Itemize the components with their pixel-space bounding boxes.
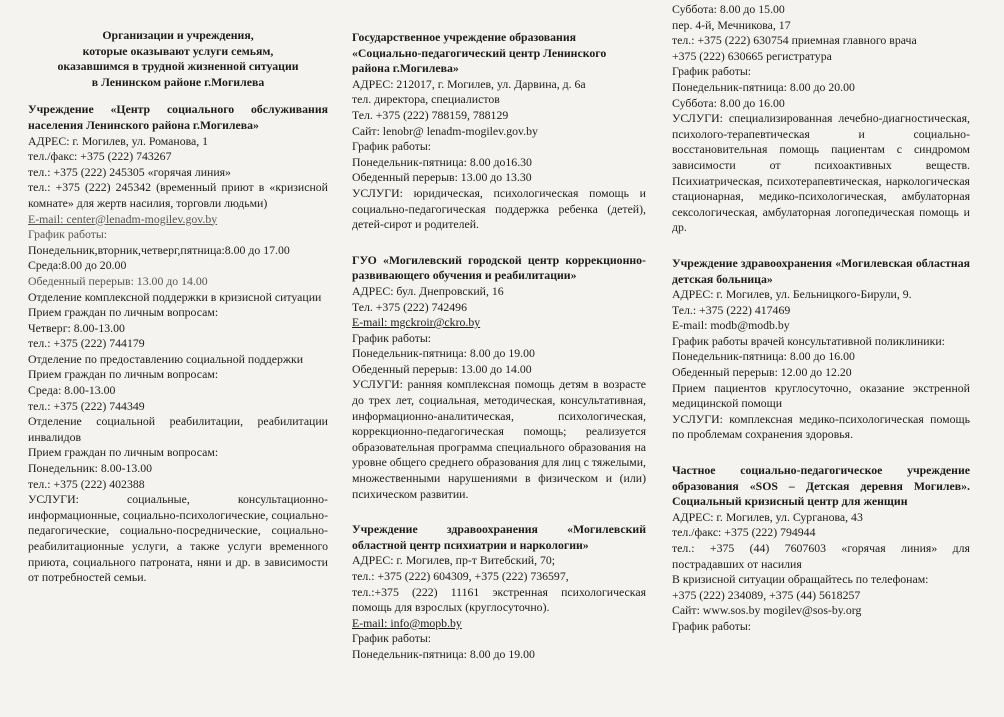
- department-name: Отделение социальной реабилитации, реабилитации инвалидов: [28, 414, 328, 444]
- email-link[interactable]: E-mail: info@mopb.by: [352, 615, 462, 630]
- phone-hotline: тел.: +375 (222) 245305 «горячая линия»: [28, 164, 231, 179]
- address: АДРЕС: г. Могилев, ул. Бельницкого-Бирули, 9.: [672, 287, 912, 302]
- schedule-weekdays: Понедельник-пятница: 8.00 до16.30: [352, 154, 532, 169]
- phone: тел.: +375 (222) 630754 приемная главного врача: [672, 33, 917, 48]
- address: АДРЕС: г. Могилев, ул. Сурганова, 43: [672, 509, 863, 524]
- reception-label: Прием граждан по личным вопросам:: [28, 367, 219, 382]
- address: АДРЕС: г. Могилев, ул. Романова, 1: [28, 133, 209, 148]
- contact-note: тел. директора, специалистов: [352, 92, 500, 107]
- website-link[interactable]: Сайт: www.sos.by mogilev@sos-by.org: [672, 603, 862, 618]
- lunch-break: Обеденный перерыв: 13.00 до 14.00: [352, 361, 532, 376]
- org-heading: Частное социально-педагогическое учреждение образования «SOS – Детская деревня Могилев». Социальный кризисный центр для женщин: [672, 463, 970, 509]
- address: АДРЕС: 212017, г. Могилев, ул. Дарвина, д. 6а: [352, 76, 586, 91]
- schedule-label: График работы:: [672, 64, 752, 79]
- schedule-saturday: Суббота: 8.00 до 15.00: [672, 2, 785, 16]
- title-line: в Ленинском районе г.Могилева: [91, 74, 265, 89]
- title-line: Организации и учреждения,: [102, 28, 254, 42]
- address: АДРЕС: бул. Днепровский, 16: [352, 283, 504, 298]
- phone-emergency: тел.:+375 (222) 11161 экстренная психологическая помощь для взрослых (круглосуточно).: [352, 584, 646, 615]
- schedule-weekdays: Понедельник-пятница: 8.00 до 19.00: [352, 346, 535, 361]
- leaflet-title: [28, 28, 328, 90]
- lunch-break: Обеденный перерыв: 13.00 до 14.00: [28, 273, 208, 288]
- email-link[interactable]: E-mail: center@lenadm-mogilev.gov.by: [28, 211, 218, 226]
- schedule-weekdays: Понедельник-пятница: 8.00 до 16.00: [672, 349, 855, 364]
- department-phone: тел.: +375 (222) 744179: [28, 336, 145, 351]
- department-name: Отделение по предоставлению социальной поддержки: [28, 351, 304, 366]
- title-line: оказавшимся в трудной жизненной ситуации: [57, 59, 299, 74]
- services-text: УСЛУГИ: юридическая, психологическая помощь и социально-педагогическая поддержка ребенка (детей), детей-сирот и родителей.: [352, 185, 646, 232]
- email[interactable]: E-mail: modb@modb.by: [672, 318, 790, 333]
- reception-time: Среда: 8.00-13.00: [28, 383, 116, 398]
- schedule-label: График работы:: [352, 631, 432, 646]
- schedule-label: График работы:: [352, 139, 432, 154]
- website: Сайт: lenobr@ lenadm-mogilev.gov.by: [352, 123, 538, 138]
- services-text: УСЛУГИ: комплексная медико-психологическая помощь по проблемам сохранения здоровья.: [672, 411, 970, 442]
- phone: Тел.: +375 (222) 417469: [672, 302, 791, 317]
- org-heading: Учреждение здравоохранения «Могилевский областной центр психиатрии и наркологии»: [352, 522, 646, 552]
- schedule-label: График работы врачей консультативной поликлиники:: [672, 333, 945, 348]
- schedule-weekdays: Понедельник,вторник,четверг,пятница:8.00 до 17.00: [28, 242, 290, 257]
- schedule-label: График работы:: [352, 330, 432, 345]
- phone: +375 (222) 234089, +375 (44) 5618257: [672, 587, 861, 602]
- reception-label: Прием граждан по личным вопросам:: [28, 305, 219, 320]
- reception-label: Прием граждан по личным вопросам:: [28, 445, 219, 460]
- column-3: [672, 2, 970, 635]
- schedule-weekdays: Понедельник-пятница: 8.00 до 20.00: [672, 79, 855, 94]
- crisis-note: В кризисной ситуации обращайтесь по телефонам:: [672, 572, 929, 587]
- address: АДРЕС: г. Могилев, пр-т Витебский, 70;: [352, 553, 556, 568]
- column-1: [28, 28, 328, 586]
- services-text: УСЛУГИ: ранняя комплексная помощь детям в возрасте до трех лет, социальная, методическая, консультативная, информационно-аналитическая, психологическая, коррекционно-педагогическая помощь; реализуется образовательная программа специального образования на уровне общего среднего образования для лиц с тяжелыми, множественными нарушениями в физическом и (или) психическом развитии.: [352, 377, 646, 501]
- schedule-weekdays: Понедельник-пятница: 8.00 до 19.00: [352, 646, 535, 661]
- org-heading: Учреждение здравоохранения «Могилевская областная детская больница»: [672, 255, 970, 286]
- org-heading: ГУО «Могилевский городской центр коррекционно-развивающего обучения и реабилитации»: [352, 252, 646, 283]
- phone-fax: тел./факс: +375 (222) 743267: [28, 149, 172, 164]
- org-heading: Учреждение «Центр социального обслуживания населения Ленинского района г.Могилева»: [28, 102, 328, 132]
- lunch-break: Обеденный перерыв: 13.00 до 13.30: [352, 170, 532, 185]
- phone: Тел. +375 (222) 788159, 788129: [352, 107, 509, 122]
- schedule-saturday: Суббота: 8.00 до 16.00: [672, 95, 785, 110]
- schedule-wednesday: Среда:8.00 до 20.00: [28, 258, 127, 273]
- department-phone: тел.: +375 (222) 744349: [28, 398, 145, 413]
- phone-fax: тел./факс: +375 (222) 794944: [672, 525, 816, 540]
- schedule-label: График работы:: [28, 227, 108, 242]
- column-2: [352, 30, 646, 663]
- services-text: УСЛУГИ: социальные, консультационно-информационные, социально-психологические, социально-педагогические, социально-посреднические, социально-реабилитационные услуги, а также услуги временного приюта, социального патроната, няни и др. в зависимости от потребностей семьи.: [28, 492, 328, 585]
- lunch-break: Обеденный перерыв: 12.00 до 12.20: [672, 365, 852, 380]
- phone-shelter: тел.: +375 (222) 245342 (временный приют в «кризисной комнате» для жертв насилия, торговли людьми): [28, 180, 328, 210]
- address: пер. 4-й, Мечникова, 17: [672, 17, 791, 32]
- department-phone: тел.: +375 (222) 402388: [28, 476, 145, 491]
- title-line: которые оказывают услуги семьям,: [82, 43, 274, 58]
- phone: Тел. +375 (222) 742496: [352, 299, 467, 314]
- services-text: УСЛУГИ: специализированная лечебно-диагностическая, психолого-терапевтическая и социально-восстановительная помощь пациентам с синдромом зависимости от психоактивных веществ. Психиатрическая, психотерапевтическая, наркологическая стационарная, медико-психологическая, амбулаторная сексологическая, амбулаторная логопедическая помощь и др.: [672, 111, 970, 235]
- phone: тел.: +375 (222) 604309, +375 (222) 736597,: [352, 569, 569, 583]
- email-link[interactable]: E-mail: mgckroir@ckro.by: [352, 315, 481, 330]
- reception-time: Понедельник: 8.00-13.00: [28, 461, 153, 476]
- department-name: Отделение комплексной поддержки в кризисной ситуации: [28, 289, 322, 304]
- org-heading: Государственное учреждение образования «Социально-педагогический центр Ленинского района г.Могилева»: [352, 30, 607, 76]
- schedule-label: График работы:: [672, 618, 752, 633]
- phone-hotline: тел.: +375 (44) 7607603 «горячая линия» для пострадавших от насилия: [672, 541, 970, 571]
- reception-time: Четверг: 8.00-13.00: [28, 320, 125, 335]
- phone: +375 (222) 630665 регистратура: [672, 48, 832, 63]
- reception-note: Прием пациентов круглосуточно, оказание экстренной медицинской помощи: [672, 380, 970, 411]
